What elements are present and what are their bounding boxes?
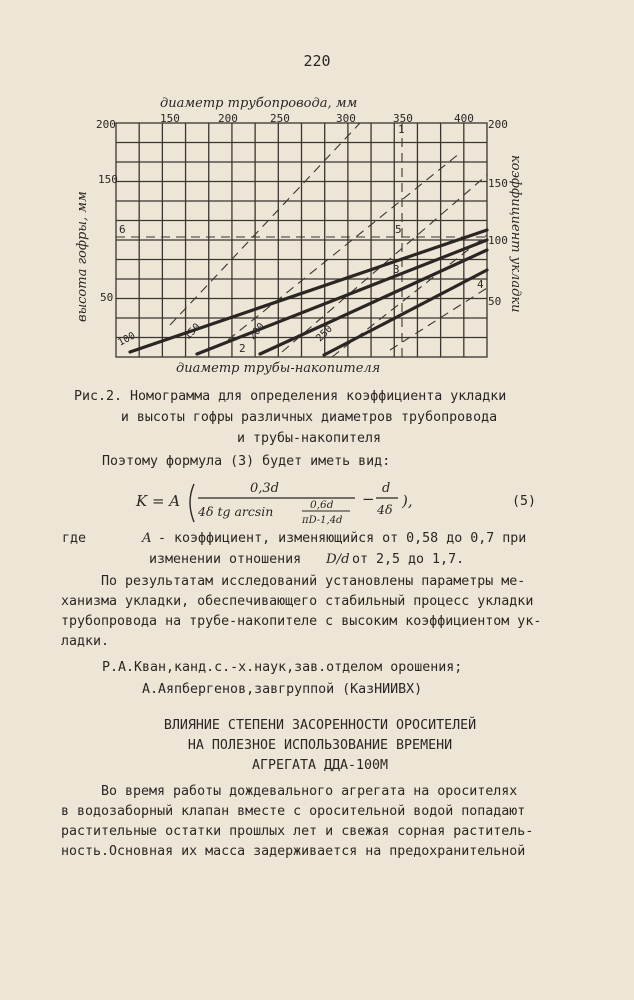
dashed-diagonal bbox=[390, 288, 487, 350]
final-paragraph bbox=[61, 782, 561, 862]
equation-number: (5) bbox=[512, 494, 537, 509]
left-tick-label: 150 bbox=[98, 173, 118, 186]
title-line: АГРЕГАТА ДДА-100М bbox=[251, 758, 389, 773]
paragraph-line: трубопровода на трубе-накопителе с высоким коэффициентом ук- bbox=[61, 614, 542, 629]
nomogram-grid bbox=[116, 123, 487, 357]
marker-label: 1 bbox=[398, 123, 405, 136]
paragraph-line: в водозаборный клапан вместе с оросительной водой попадают bbox=[61, 804, 526, 819]
right-tick-label: 100 bbox=[488, 234, 508, 247]
curve-label: 150 bbox=[182, 321, 203, 343]
top-tick-label: 150 bbox=[160, 112, 180, 125]
paragraph-line: ность.Основная их масса задерживается на предохранительной bbox=[61, 844, 526, 859]
formula-tail: ), bbox=[402, 492, 413, 510]
paragraph-line: По результатам исследований установлены параметры ме- bbox=[101, 574, 526, 589]
right-axis-title: коэффициент укладки bbox=[508, 155, 523, 313]
figure-caption bbox=[74, 386, 544, 449]
title-line: ВЛИЯНИЕ СТЕПЕНИ ЗАСОРЕННОСТИ ОРОСИТЕЛЕЙ bbox=[163, 718, 477, 733]
caption-line: и трубы-накопителя bbox=[236, 431, 382, 446]
page-number: 220 bbox=[303, 52, 331, 70]
top-tick-label: 300 bbox=[336, 112, 356, 125]
curve-label: 200 bbox=[247, 321, 268, 343]
top-tick-label: 400 bbox=[454, 112, 474, 125]
minus-numerator: d bbox=[382, 481, 391, 496]
top-tick-label: 350 bbox=[393, 112, 413, 125]
right-tick-label: 50 bbox=[488, 295, 502, 308]
formula-lhs: K = A bbox=[136, 492, 181, 510]
marker-label: 2 bbox=[239, 342, 246, 355]
formula-5 bbox=[136, 474, 570, 534]
where-symbol: A bbox=[142, 531, 152, 546]
caption-line: и высоты гофры различных диаметров трубопровода bbox=[120, 410, 498, 425]
minus-denominator: 4δ bbox=[377, 502, 393, 517]
formula-denominator-prefix: 4δ tg arcsin bbox=[198, 504, 274, 519]
dashed-diagonal bbox=[170, 123, 360, 325]
curve-label: 250 bbox=[314, 323, 335, 345]
top-axis-title: диаметр трубопровода, мм bbox=[160, 96, 358, 111]
inner-numerator: 0,6d bbox=[310, 499, 334, 511]
left-axis-title: высота гофры, мм bbox=[75, 191, 90, 322]
ratio-text-1: изменении отношения bbox=[149, 552, 302, 567]
inner-denominator: πD-1,4d bbox=[302, 515, 343, 526]
ratio-symbol: D/d bbox=[326, 552, 350, 567]
section-title bbox=[100, 716, 540, 776]
formula-intro: Поэтому формула (3) будет иметь вид: bbox=[102, 454, 391, 469]
top-tick-label: 250 bbox=[270, 112, 290, 125]
left-tick-label: 50 bbox=[100, 291, 114, 304]
title-line: НА ПОЛЕЗНОЕ ИСПОЛЬЗОВАНИЕ ВРЕМЕНИ bbox=[187, 738, 453, 753]
results-paragraph bbox=[61, 572, 561, 652]
right-tick-label: 200 bbox=[488, 118, 508, 131]
ratio-text-2: от 2,5 до 1,7. bbox=[352, 552, 465, 567]
paragraph-line: ладки. bbox=[61, 634, 110, 649]
coefficient-curve bbox=[260, 250, 487, 354]
bottom-axis-title: диаметр трубы-накопителя bbox=[176, 361, 381, 376]
marker-label: 6 bbox=[119, 223, 126, 236]
curve-label: 100 bbox=[116, 330, 138, 349]
nomogram-figure bbox=[60, 90, 523, 384]
where-definition: - коэффициент, изменяющийся от 0,58 до 0,7 при bbox=[158, 531, 527, 546]
marker-label: 3 bbox=[393, 263, 400, 276]
paragraph-line: Во время работы дождевального агрегата на оросителях bbox=[101, 784, 518, 799]
formula-numerator: 0,3d bbox=[250, 481, 279, 496]
where-word: где bbox=[62, 531, 87, 546]
open-paren bbox=[190, 484, 194, 522]
minus-sign: − bbox=[362, 490, 375, 508]
author-line: А.Аяпбергенов,завгруппой (КазНИИВХ) bbox=[142, 682, 423, 697]
marker-label: 4 bbox=[477, 278, 484, 291]
paragraph-line: ханизма укладки, обеспечивающего стабильный процесс укладки bbox=[61, 594, 534, 609]
right-tick-label: 150 bbox=[488, 177, 508, 190]
paragraph-line: растительные остатки прошлых лет и свежая сорная раститель- bbox=[61, 824, 534, 839]
marker-label: 5 bbox=[395, 223, 402, 236]
caption-line: Рис.2. Номограмма для определения коэффициента укладки bbox=[74, 389, 507, 404]
left-tick-label: 200 bbox=[96, 118, 116, 131]
top-tick-label: 200 bbox=[218, 112, 238, 125]
author-line: Р.А.Кван,канд.с.-х.наук,зав.отделом орошения; bbox=[102, 660, 463, 675]
